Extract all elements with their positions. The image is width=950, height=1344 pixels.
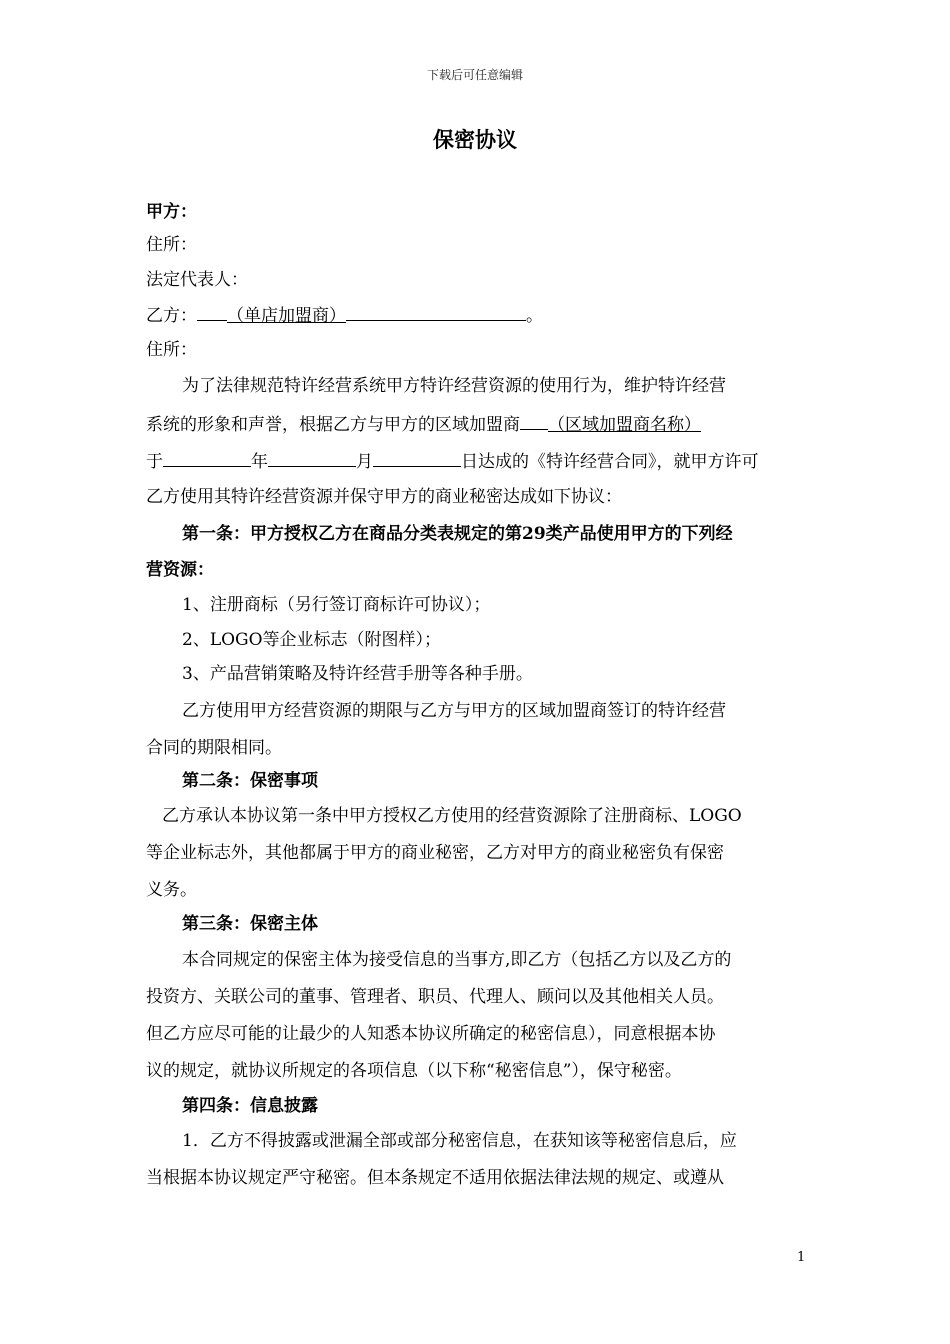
article3-line-4: 议的规定，就协议所规定的各项信息（以下称“秘密信息”），保守秘密。 [146,1061,682,1081]
preamble-text: 于 [146,452,163,472]
party-b-name: （单店加盟商） [227,306,346,326]
article1-title: 第一条：甲方授权乙方在商品分类表规定的第29类产品使用甲方的下列经 [182,524,733,544]
preamble-line-3 [146,448,759,474]
party-a-address: 住所： [146,235,197,255]
article1-para-line-1: 乙方使用甲方经营资源的期限与乙方与甲方的区域加盟商签订的特许经营 [182,701,726,721]
article1-title-cont: 营资源： [146,560,214,580]
article2-title: 第二条：保密事项 [182,771,318,791]
party-a-label: 甲方： [146,202,197,222]
party-b-address: 住所： [146,340,197,360]
preamble-text: 年 [251,452,268,472]
party-b-blank-2 [346,302,526,321]
article4-title: 第四条：信息披露 [182,1096,318,1116]
article2-line-3: 义务。 [146,880,197,900]
article3-line-2: 投资方、关联公司的董事、管理者、职员、代理人、顾问以及其他相关人员。 [146,987,724,1007]
article2-line-1: 乙方承认本协议第一条中甲方授权乙方使用的经营资源除了注册商标、LOGO [162,806,742,826]
regional-franchisee-name: （区域加盟商名称） [548,415,701,435]
preamble-text: 日达成的《特许经营合同》，就甲方许可 [461,452,759,472]
preamble-line-2 [146,411,701,437]
header-note: 下载后可任意编辑 [426,68,523,82]
preamble-line-4: 乙方使用其特许经营资源并保守甲方的商业秘密达成如下协议： [146,487,622,507]
article1-para-line-2: 合同的期限相同。 [146,738,282,758]
preamble-line-1: 为了法律规范特许经营系统甲方特许经营资源的使用行为，维护特许经营 [182,376,726,396]
page-number: 1 [797,1250,806,1265]
preamble-text: 系统的形象和声誉，根据乙方与甲方的区域加盟商 [146,415,520,435]
article2-line-2: 等企业标志外，其他都属于甲方的商业秘密，乙方对甲方的商业秘密负有保密 [146,843,724,863]
article1-item-3: 3、产品营销策略及特许经营手册等各种手册。 [182,664,533,684]
article1-item-1: 1、注册商标（另行签订商标许可协议）； [182,595,491,615]
article3-line-1: 本合同规定的保密主体为接受信息的当事方,即乙方（包括乙方以及乙方的 [182,950,732,970]
party-a-representative: 法定代表人： [146,270,248,290]
article4-line-1: 1．乙方不得披露或泄漏全部或部分秘密信息，在获知该等秘密信息后，应 [182,1131,737,1151]
article1-item-2: 2、LOGO等企业标志（附图样）； [182,630,442,650]
day-blank [373,448,461,467]
year-blank [163,448,251,467]
party-b-label: 乙方： [146,306,197,326]
month-blank [268,448,356,467]
preamble-blank [520,411,548,430]
article3-line-3: 但乙方应尽可能的让最少的人知悉本协议所确定的秘密信息），同意根据本协 [146,1024,716,1044]
party-b-line [146,302,543,328]
preamble-text: 月 [356,452,373,472]
article3-title: 第三条：保密主体 [182,914,318,934]
party-b-end: 。 [526,306,543,326]
article4-line-2: 当根据本协议规定严守秘密。但本条规定不适用依据法律法规的规定、或遵从 [146,1168,724,1188]
document-title: 保密协议 [433,127,517,152]
party-b-blank-1 [197,302,227,321]
